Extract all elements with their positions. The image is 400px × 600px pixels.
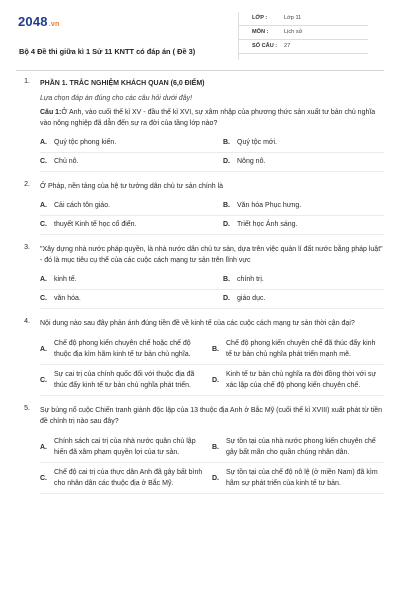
logo-suffix: .vn xyxy=(48,21,60,28)
meta-table xyxy=(238,12,368,54)
option-row xyxy=(40,271,384,290)
meta-value: Lịch sử xyxy=(284,29,303,35)
page-header xyxy=(16,12,384,64)
option-d[interactable] xyxy=(212,370,384,391)
option-text: Sự cai trị của chính quốc đối với thuộc địa đã thúc đẩy kinh tế tư bản chủ nghĩa phát triển. xyxy=(54,371,195,389)
option-row xyxy=(40,153,384,172)
option-text: Cải cách tôn giáo. xyxy=(54,202,111,209)
question-label: Câu 1: xyxy=(40,109,62,116)
option-b[interactable] xyxy=(223,202,301,209)
options xyxy=(40,271,384,309)
option-row xyxy=(40,463,384,494)
option-text: Chính sách cai trị của nhà nước quân chủ lập hiến đã xâm phạm quyền lợi của tư sản. xyxy=(54,438,196,456)
option-text: Văn hóa Phục hưng. xyxy=(237,202,302,209)
option-c[interactable] xyxy=(40,221,137,228)
option-b[interactable] xyxy=(223,139,277,146)
meta-row-class xyxy=(238,12,368,26)
option-c[interactable] xyxy=(40,370,212,391)
spacer xyxy=(16,235,384,244)
option-text: chính trị. xyxy=(237,276,264,283)
option-text: Quý tộc phong kiến. xyxy=(54,139,117,146)
logo-number: 2048 xyxy=(18,14,48,29)
option-row xyxy=(40,365,384,396)
meta-key: LỚP : xyxy=(252,15,268,21)
question-text xyxy=(40,107,384,129)
option-letter: B. xyxy=(223,202,230,209)
option-a[interactable] xyxy=(40,339,212,360)
option-text: văn hóa. xyxy=(54,295,81,302)
option-letter: B. xyxy=(223,276,230,283)
option-letter: C. xyxy=(40,475,47,482)
option-b[interactable] xyxy=(212,339,384,360)
meta-key: MÔN : xyxy=(252,29,269,35)
option-a[interactable] xyxy=(40,202,110,209)
option-c[interactable] xyxy=(40,158,79,165)
meta-row-count xyxy=(238,40,368,54)
option-letter: A. xyxy=(40,276,47,283)
option-b[interactable] xyxy=(212,437,384,458)
meta-key: SỐ CÂU : xyxy=(252,43,278,49)
option-text: Nông nô. xyxy=(237,158,266,165)
option-letter: B. xyxy=(223,139,230,146)
question-1 xyxy=(16,78,384,172)
question-number: 5. xyxy=(24,405,30,412)
options xyxy=(40,197,384,235)
option-text: Sự tồn tại của chế độ nô lệ (ở miền Nam) đã kìm hãm sự phát triển của kinh tế tư bản. xyxy=(226,469,378,487)
option-a[interactable] xyxy=(40,276,77,283)
options xyxy=(40,432,384,494)
option-letter: A. xyxy=(40,346,47,353)
instruction: Lựa chọn đáp án đúng cho các câu hỏi dưới đây! xyxy=(40,95,193,102)
question-number: 2. xyxy=(24,181,30,188)
site-logo[interactable] xyxy=(18,14,59,29)
option-c[interactable] xyxy=(40,468,212,489)
document-title: Bộ 4 Đề thi giữa kì 1 Sử 11 KNTT có đáp án ( Đề 3) xyxy=(19,47,196,56)
question-2 xyxy=(16,181,384,235)
spacer xyxy=(16,396,384,405)
spacer xyxy=(16,172,384,181)
question-list xyxy=(16,78,384,494)
option-text: Quý tộc mới. xyxy=(237,139,277,146)
option-text: giáo dục. xyxy=(237,295,266,302)
option-text: Chủ nô. xyxy=(54,158,79,165)
option-row xyxy=(40,216,384,235)
option-text: kinh tế. xyxy=(54,276,77,283)
option-letter: A. xyxy=(40,139,47,146)
option-row xyxy=(40,334,384,365)
option-letter: A. xyxy=(40,444,47,451)
question-4 xyxy=(16,318,384,396)
option-row xyxy=(40,290,384,309)
question-text: Sự bùng nổ cuộc Chiến tranh giành độc lập của 13 thuộc địa Anh ở Bắc Mỹ (cuối thế kỉ XVIII) xuất phát từ tiền đề chính trị nào sau đây? xyxy=(40,407,382,425)
option-text: Sự tồn tại của nhà nước phong kiến chuyên chế gây bất mãn cho quần chúng nhân dân. xyxy=(226,438,376,456)
question-number: 3. xyxy=(24,244,30,251)
question-3 xyxy=(16,244,384,309)
question-text: Nội dung nào sau đây phản ánh đúng tiền đề về kinh tế của các cuộc cách mạng tư sản thời cận đại? xyxy=(40,320,355,327)
option-letter: C. xyxy=(40,221,47,228)
part-title: PHẦN 1. TRẮC NGHIỆM KHÁCH QUAN (6,0 ĐIỂM) xyxy=(40,80,205,87)
question-5 xyxy=(16,405,384,494)
option-d[interactable] xyxy=(212,468,384,489)
option-letter: C. xyxy=(40,295,47,302)
option-letter: D. xyxy=(223,221,230,228)
meta-row-subject xyxy=(238,26,368,40)
option-d[interactable] xyxy=(223,221,297,228)
option-a[interactable] xyxy=(40,437,212,458)
option-text: Chế độ phong kiến chuyên chế hoặc chế độ thuộc địa kìm hãm kinh tế tư bản chủ nghĩa. xyxy=(54,340,191,358)
option-letter: D. xyxy=(223,158,230,165)
option-row xyxy=(40,197,384,216)
option-c[interactable] xyxy=(40,295,81,302)
meta-value: 27 xyxy=(284,43,291,49)
meta-value: Lớp 11 xyxy=(284,15,302,21)
options xyxy=(40,134,384,172)
option-text: Triết học Ánh sáng. xyxy=(237,221,298,228)
header-divider xyxy=(16,70,384,71)
option-letter: C. xyxy=(40,158,47,165)
option-letter: B. xyxy=(212,346,219,353)
option-letter: D. xyxy=(212,475,219,482)
question-text: Ở Pháp, nền tảng của hệ tư tưởng dân chủ tư sản chính là xyxy=(40,183,224,190)
option-row xyxy=(40,134,384,153)
question-number: 1. xyxy=(24,78,30,85)
option-letter: B. xyxy=(212,444,219,451)
option-text: Kinh tế tư bản chủ nghĩa ra đời đồng thời với sự xác lập của chế độ phong kiến chuyên chế. xyxy=(226,371,377,389)
spacer xyxy=(16,309,384,318)
option-d[interactable] xyxy=(223,158,265,165)
option-b[interactable] xyxy=(223,276,264,283)
option-row xyxy=(40,432,384,463)
option-letter: D. xyxy=(223,295,230,302)
question-number: 4. xyxy=(24,318,30,325)
question-text: "Xây dựng nhà nước pháp quyền, là nhà nước dân chủ tư sản, dựa trên việc quản lí đất nước bằng pháp luật" - đó là mục tiêu cụ thể của các cuộc cách mạng tư sản trên lĩnh vực xyxy=(40,246,383,264)
option-letter: A. xyxy=(40,202,47,209)
option-a[interactable] xyxy=(40,139,116,146)
options xyxy=(40,334,384,396)
option-text: Chế độ cai trị của thực dân Anh đã gây bất bình cho nhân dân các thuộc địa ở Bắc Mỹ. xyxy=(54,469,203,487)
option-text: thuyết Kinh tế học cổ điển. xyxy=(54,221,137,228)
option-letter: D. xyxy=(212,377,219,384)
option-letter: C. xyxy=(40,377,47,384)
option-d[interactable] xyxy=(223,295,265,302)
question-body: Ở Anh, vào cuối thế kỉ XV - đầu thế kỉ XVI, sự xâm nhập của phương thức sản xuất tư bản chủ nghĩa vào nông nghiệp đã dẫn đến sự ra đời của tầng lớp nào? xyxy=(40,109,376,127)
option-text: Chế độ phong kiến chuyên chế đã thúc đẩy kinh tế tư bản chủ nghĩa phát triển mạnh mẽ. xyxy=(226,340,376,358)
